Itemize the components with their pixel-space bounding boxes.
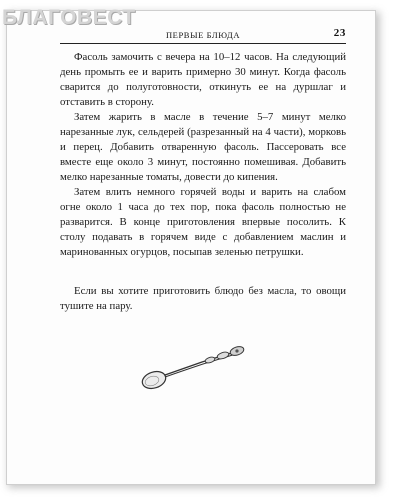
spoon-icon <box>140 340 248 400</box>
paragraph: Затем влить немного горячей воды и варить на слабом огне около 1 часа до тех пор, пока фасоль полностью не разварится. В конце приготовления впервые посолить. К столу подавать в горячем виде с добавлением маслин и маринованных огурцов, посыпав зеленью петрушки. <box>60 186 346 258</box>
watermark-logo: БЛАГОВЕСТ <box>2 6 136 29</box>
paragraph: Если вы хотите приготовить блюдо без масла, то овощи тушите на пару. <box>60 285 346 312</box>
paragraph: Фасоль замочить с вечера на 10–12 часов. На следующий день промыть ее и варить примерно 30 минут. Когда фасоль сварится до полуготовности, откинуть ее на дуршлаг и отставить в сторону. <box>60 51 346 108</box>
page-number: 23 <box>333 27 346 39</box>
paragraph: Затем жарить в масле в течение 5–7 минут мелко нарезанные лук, сельдерей (разрезанный на 4 части), морковь и перец. Добавить отваренную фасоль. Пассеровать все вместе еще около 3 минут, постоянно помешивая. Добавить мелко нарезанные томаты, довести до кипения. <box>60 111 346 183</box>
paragraph-gap <box>60 260 346 284</box>
running-head <box>60 28 346 44</box>
section-title: ПЕРВЫЕ БЛЮДА <box>165 30 241 40</box>
recipe-text <box>60 50 346 314</box>
